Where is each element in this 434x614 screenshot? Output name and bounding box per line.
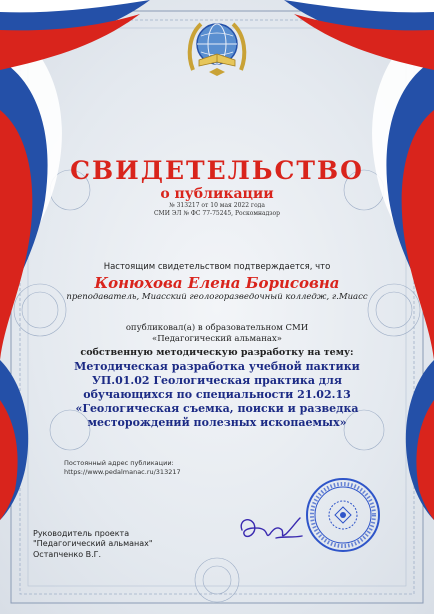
stamp-seal-icon — [304, 476, 382, 554]
work-title: Методическая разработка учебной пактики УП.01.02 Геологическая практика для обучающихся по специальности 21.02.13 «Геологическая съемка, поиски и разведка месторождений полезных ископаемых» — [74, 360, 360, 429]
certificate-number: № 313217 от 10 мая 2022 года — [169, 202, 265, 209]
registration-info: СМИ ЭЛ № ФС 77-75245, Роскомнадзор — [153, 210, 281, 217]
work-type: собственную методическую разработку на тему: — [80, 347, 354, 358]
address-label: Постоянный адрес публикации: — [64, 459, 174, 467]
certificate-title: СВИДЕТЕЛЬСТВО — [70, 156, 364, 185]
address-url[interactable]: https://www.pedalmanac.ru/313217 — [64, 468, 181, 476]
flag-ribbon-left — [0, 0, 120, 520]
globe-emblem-icon — [181, 10, 253, 82]
flag-top-right — [284, 0, 434, 70]
author-position: преподаватель, Миасский геологоразведочный колледж, г.Миасс — [66, 292, 368, 302]
author-name: Конюхова Елена Борисовна — [94, 274, 340, 292]
flag-top-left — [0, 0, 150, 70]
signer-name: Остапченко В.Г. — [33, 550, 102, 559]
confirm-text: Настоящим свидетельством подтверждается, что — [103, 262, 331, 272]
journal-name: «Педагогический альманах» — [152, 334, 282, 344]
signer-role: Руководитель проекта — [33, 529, 130, 538]
signer-project: "Педагогический альманах" — [33, 539, 153, 548]
signature-icon — [236, 508, 306, 548]
certificate-subtitle: о публикации — [160, 186, 274, 202]
published-in-text: опубликовал(а) в образовательном СМИ — [125, 323, 309, 333]
flag-ribbon-right — [314, 0, 434, 520]
